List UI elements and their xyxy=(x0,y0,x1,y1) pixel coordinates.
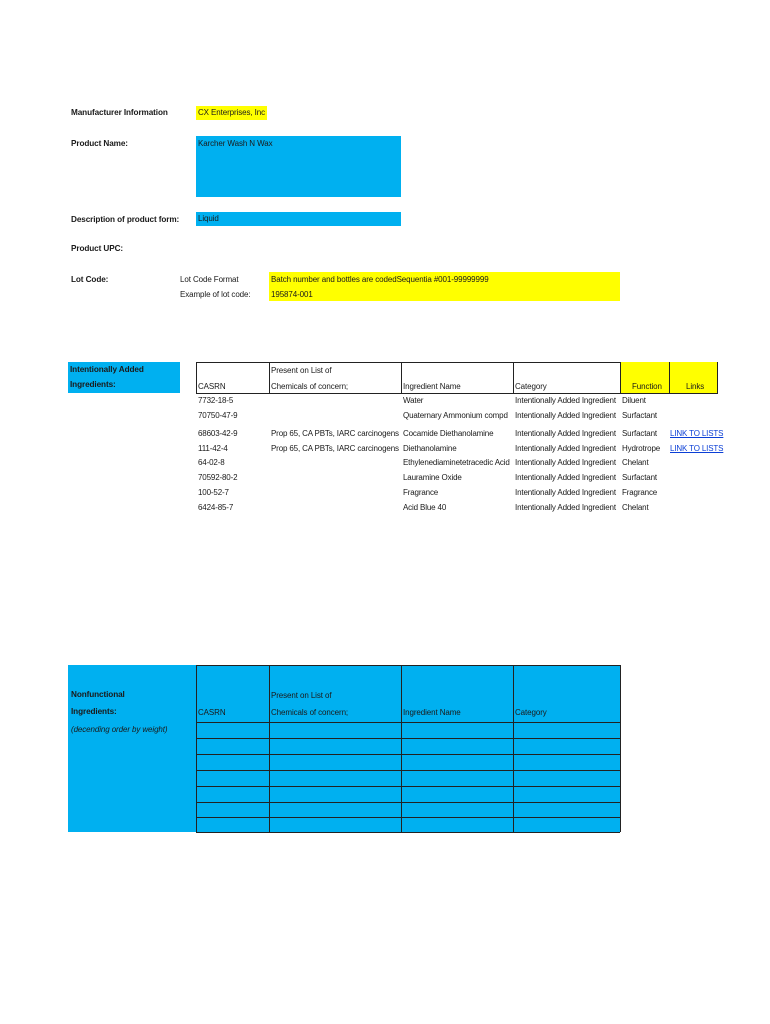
product-name-label: Product Name: xyxy=(71,139,128,148)
category-cell: Intentionally Added Ingredient xyxy=(515,458,616,467)
description-label: Description of product form: xyxy=(71,215,180,224)
casrn-cell: 64-02-8 xyxy=(198,458,225,467)
nf-border xyxy=(196,802,620,803)
table-row[interactable] xyxy=(0,470,770,485)
function-cell: Surfactant xyxy=(622,429,657,438)
nf-border xyxy=(196,665,620,666)
product-name-cell[interactable] xyxy=(196,136,401,197)
col-header-links: Links xyxy=(686,382,705,391)
function-cell: Chelant xyxy=(622,458,649,467)
nf-col-header-category: Category xyxy=(515,708,547,717)
nf-border xyxy=(196,738,620,739)
ingredient-name-cell: Acid Blue 40 xyxy=(403,503,447,512)
lot-code-cell[interactable] xyxy=(269,272,620,301)
manufacturer-value: CX Enterprises, Inc xyxy=(198,108,266,117)
ingredient-name-cell: Fragrance xyxy=(403,488,439,497)
header-divider xyxy=(401,362,402,393)
present-cell: Prop 65, CA PBTs, IARC carcinogens xyxy=(271,429,399,438)
nf-border xyxy=(196,754,620,755)
nf-divider xyxy=(620,665,621,832)
casrn-cell: 7732-18-5 xyxy=(198,396,234,405)
lot-format-value: Batch number and bottles are codedSequentia #001-99999999 xyxy=(271,275,489,284)
description-cell[interactable] xyxy=(196,212,401,226)
casrn-cell: 70750-47-9 xyxy=(198,411,238,420)
ingredient-name-cell: Cocamide Diethanolamine xyxy=(403,429,494,438)
manufacturer-label: Manufacturer Information xyxy=(71,108,168,117)
nonfunctional-section-label xyxy=(68,665,196,832)
nonfunctional-label-line1: Nonfunctional xyxy=(71,690,125,699)
header-divider xyxy=(196,362,197,393)
function-cell: Hydrotrope xyxy=(622,444,661,453)
casrn-cell: 68603-42-9 xyxy=(198,429,238,438)
casrn-cell: 6424-85-7 xyxy=(198,503,234,512)
nf-col-header-present-line2: Chemicals of concern; xyxy=(271,708,349,717)
col-header-casrn: CASRN xyxy=(198,382,226,391)
table-row[interactable] xyxy=(0,408,770,423)
nf-col-header-ingredient-name: Ingredient Name xyxy=(403,708,461,717)
table-row[interactable] xyxy=(0,455,770,470)
nf-divider xyxy=(196,665,197,832)
intentional-label-line1: Intentionally Added xyxy=(70,365,144,374)
nonfunctional-label-line2: Ingredients: xyxy=(71,707,117,716)
table-row[interactable] xyxy=(0,393,770,408)
ingredient-name-cell: Diethanolamine xyxy=(403,444,457,453)
present-cell: Prop 65, CA PBTs, IARC carcinogens xyxy=(271,444,399,453)
product-name-value: Karcher Wash N Wax xyxy=(198,139,273,148)
header-divider xyxy=(620,362,621,393)
header-divider xyxy=(513,362,514,393)
nf-col-header-present-line1: Present on List of xyxy=(271,691,332,700)
function-cell: Fragrance xyxy=(622,488,658,497)
nf-border xyxy=(196,832,620,833)
nonfunctional-table[interactable] xyxy=(196,665,620,832)
intentional-label-line2: Ingredients: xyxy=(70,380,116,389)
ingredient-name-cell: Ethylenediaminetetracedic Acid xyxy=(403,458,510,467)
description-value: Liquid xyxy=(198,214,219,223)
nf-border xyxy=(196,722,620,723)
function-cell: Surfactant xyxy=(622,473,657,482)
col-header-function: Function xyxy=(632,382,662,391)
function-cell: Surfactant xyxy=(622,411,657,420)
casrn-cell: 111-42-4 xyxy=(198,444,228,453)
ingredient-name-cell: Water xyxy=(403,396,424,405)
manufacturer-cell[interactable] xyxy=(196,106,267,120)
intentional-section-label xyxy=(68,362,180,393)
lot-format-label: Lot Code Format xyxy=(180,275,239,284)
category-cell: Intentionally Added Ingredient xyxy=(515,444,616,453)
category-cell: Intentionally Added Ingredient xyxy=(515,488,616,497)
col-header-present-line1: Present on List of xyxy=(271,366,332,375)
category-cell: Intentionally Added Ingredient xyxy=(515,503,616,512)
header-top-border xyxy=(196,362,620,363)
ingredient-name-cell: Lauramine Oxide xyxy=(403,473,462,482)
link-to-lists[interactable]: LINK TO LISTS xyxy=(670,429,724,438)
nf-border xyxy=(196,786,620,787)
table-row[interactable] xyxy=(0,485,770,500)
nonfunctional-label-line3: (decending order by weight) xyxy=(71,725,168,734)
table-row[interactable] xyxy=(0,441,770,456)
ingredient-name-cell: Quaternary Ammonium compd xyxy=(403,411,508,420)
nf-col-header-casrn: CASRN xyxy=(198,708,226,717)
category-cell: Intentionally Added Ingredient xyxy=(515,429,616,438)
nf-border xyxy=(196,817,620,818)
upc-label: Product UPC: xyxy=(71,244,124,253)
category-cell: Intentionally Added Ingredient xyxy=(515,396,616,405)
function-cell: Diluent xyxy=(622,396,646,405)
casrn-cell: 100-52-7 xyxy=(198,488,229,497)
table-row[interactable] xyxy=(0,500,770,515)
lot-example-label: Example of lot code: xyxy=(180,290,255,299)
lot-example-value: 195874-001 xyxy=(271,290,313,299)
lot-code-label: Lot Code: xyxy=(71,275,109,284)
col-header-category: Category xyxy=(515,382,547,391)
header-divider xyxy=(269,362,270,393)
category-cell: Intentionally Added Ingredient xyxy=(515,473,616,482)
casrn-cell: 70592-80-2 xyxy=(198,473,238,482)
function-cell: Chelant xyxy=(622,503,649,512)
category-cell: Intentionally Added Ingredient xyxy=(515,411,616,420)
col-header-present-line2: Chemicals of concern; xyxy=(271,382,349,391)
link-to-lists[interactable]: LINK TO LISTS xyxy=(670,444,724,453)
table-row[interactable] xyxy=(0,426,770,441)
nf-border xyxy=(196,770,620,771)
header-divider xyxy=(717,362,718,393)
header-divider xyxy=(669,362,670,393)
nf-divider xyxy=(269,665,270,832)
nf-divider xyxy=(401,665,402,832)
nf-divider xyxy=(513,665,514,832)
col-header-ingredient-name: Ingredient Name xyxy=(403,382,461,391)
